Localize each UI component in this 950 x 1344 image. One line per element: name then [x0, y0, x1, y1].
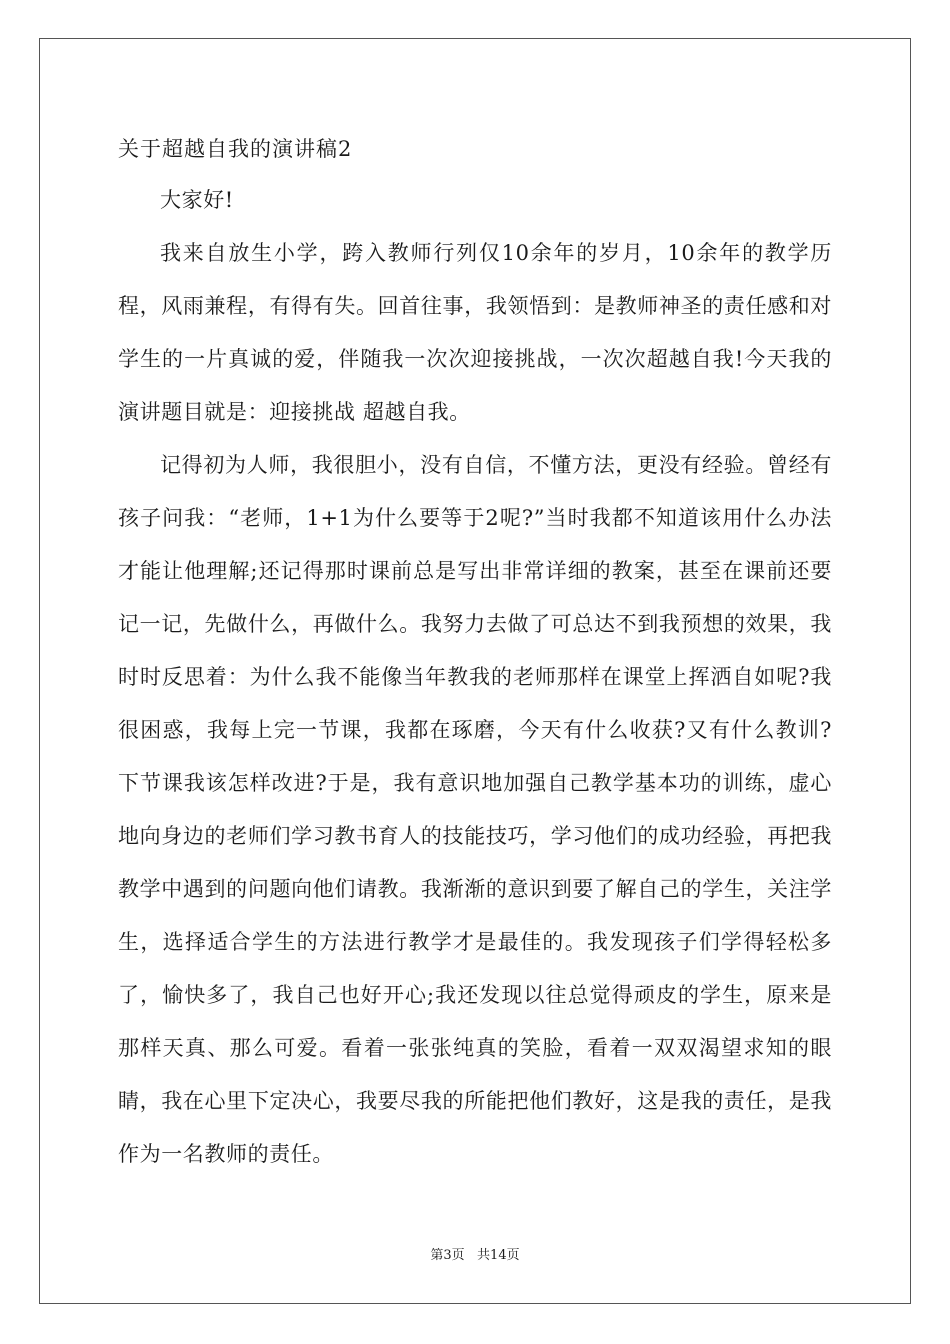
paragraph-story: 记得初为人师，我很胆小，没有自信，不懂方法，更没有经验。曾经有孩子问我：“老师，1+1为什么要等于2呢?”当时我都不知道该用什么办法才能让他理解;还记得那时课前总是写出非常详细的教案，甚至在课前还要记一记，先做什么，再做什么。我努力去做了可总达不到我预想的效果，我时时反思着：为什么我不能像当年教我的老师那样在课堂上挥洒自如呢?我很困惑，我每上完一节课，我都在琢磨，今天有什么收获?又有什么教训?下节课我该怎样改进?于是，我有意识地加强自己教学基本功的训练，虚心地向身边的老师们学习教书育人的技能技巧，学习他们的成功经验，再把我教学中遇到的问题向他们请教。我渐渐的意识到要了解自己的学生，关注学生，选择适合学生的方法进行教学才是最佳的。我发现孩子们学得轻松多了，愉快多了，我自己也好开心;我还发现以往总觉得顽皮的学生，原来是那样天真、那么可爱。看着一张张纯真的笑脸，看着一双双渴望求知的眼睛，我在心里下定决心，我要尽我的所能把他们教好，这是我的责任，是我作为一名教师的责任。 [118, 453, 832, 1166]
document-title: 关于超越自我的演讲稿2 [118, 137, 353, 161]
page-number-footer: 第3页 共14页 [430, 1248, 520, 1263]
document-body [118, 174, 832, 1181]
paragraph-intro: 我来自放生小学，跨入教师行列仅10余年的岁月，10余年的教学历程，风雨兼程，有得有失。回首往事，我领悟到：是教师神圣的责任感和对学生的一片真诚的爱，伴随我一次次迎接挑战，一次次超越自我!今天我的演讲题目就是：迎接挑战 超越自我。 [118, 241, 832, 424]
greeting-paragraph: 大家好! [160, 188, 234, 212]
